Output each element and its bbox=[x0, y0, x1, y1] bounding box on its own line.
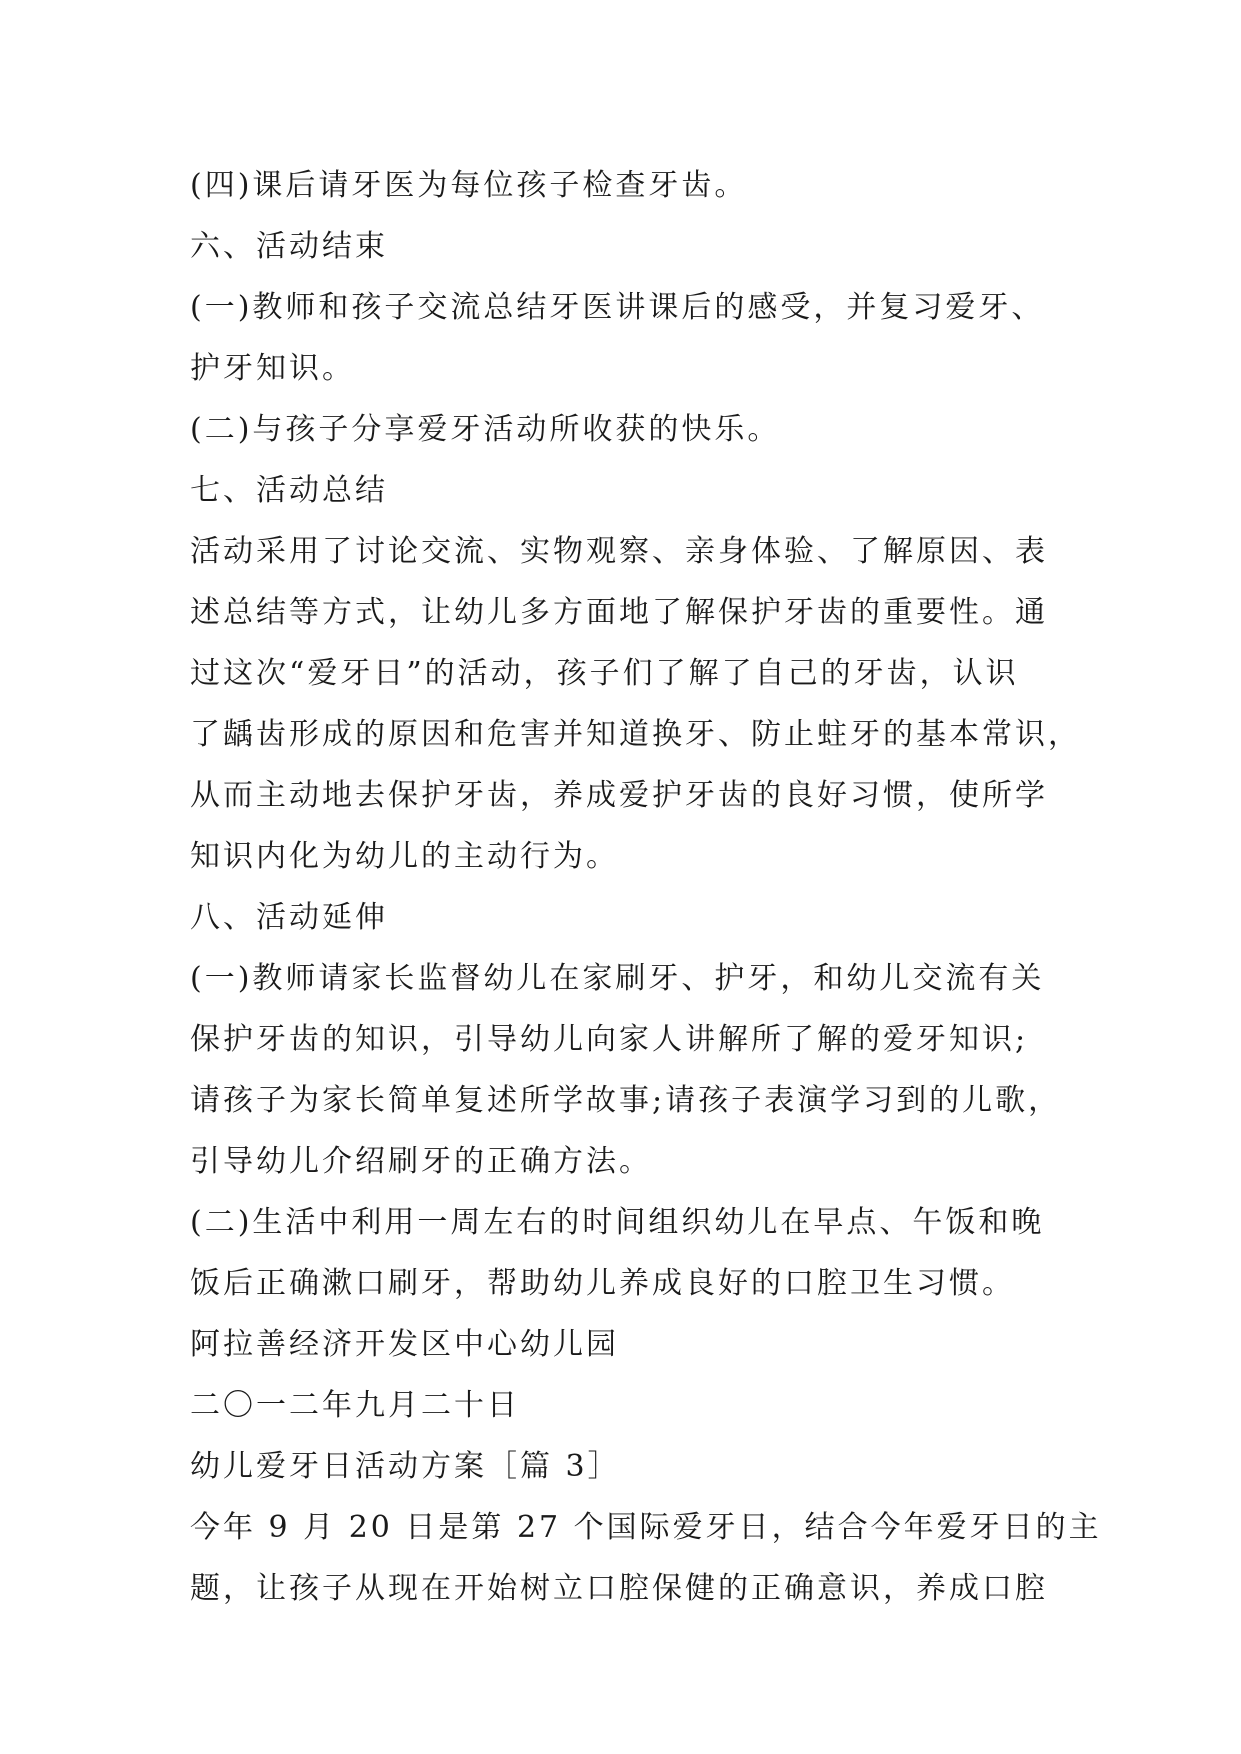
text-line: (一)教师和孩子交流总结牙医讲课后的感受，并复习爱牙、 bbox=[190, 290, 1045, 325]
text-line: 饭后正确漱口刷牙，帮助幼儿养成良好的口腔卫生习惯。 bbox=[190, 1266, 1015, 1301]
text-line: 知识内化为幼儿的主动行为。 bbox=[190, 839, 619, 874]
text-line: 引导幼儿介绍刷牙的正确方法。 bbox=[190, 1144, 652, 1179]
text-line: 了龋齿形成的原因和危害并知道换牙、防止蛀牙的基本常识， bbox=[190, 717, 1081, 752]
text-line: 题，让孩子从现在开始树立口腔保健的正确意识，养成口腔 bbox=[190, 1571, 1048, 1606]
signature-org: 阿拉善经济开发区中心幼儿园 bbox=[190, 1327, 619, 1362]
document-body bbox=[190, 155, 1102, 1619]
text-line: 述总结等方式，让幼儿多方面地了解保护牙齿的重要性。通 bbox=[190, 595, 1048, 630]
section-heading: 六、活动结束 bbox=[190, 229, 388, 264]
document-title: 幼儿爱牙日活动方案［篇 3］ bbox=[190, 1449, 621, 1484]
text-line: (四)课后请牙医为每位孩子检查牙齿。 bbox=[190, 168, 748, 203]
signature-date: 二〇一二年九月二十日 bbox=[190, 1388, 520, 1423]
section-heading: 八、活动延伸 bbox=[190, 900, 388, 935]
text-line: 请孩子为家长简单复述所学故事;请孩子表演学习到的儿歌， bbox=[190, 1083, 1062, 1118]
text-line: 活动采用了讨论交流、实物观察、亲身体验、了解原因、表 bbox=[190, 534, 1048, 569]
text-line: (二)与孩子分享爱牙活动所收获的快乐。 bbox=[190, 412, 781, 447]
text-line: 护牙知识。 bbox=[190, 351, 355, 386]
text-line: 过这次“爱牙日”的活动，孩子们了解了自己的牙齿，认识 bbox=[190, 656, 1019, 691]
section-heading: 七、活动总结 bbox=[190, 473, 388, 508]
text-line: (一)教师请家长监督幼儿在家刷牙、护牙，和幼儿交流有关 bbox=[190, 961, 1045, 996]
text-line: 今年 9 月 20 日是第 27 个国际爱牙日，结合今年爱牙日的主 bbox=[190, 1510, 1102, 1545]
text-line: 从而主动地去保护牙齿，养成爱护牙齿的良好习惯，使所学 bbox=[190, 778, 1048, 813]
text-line: (二)生活中利用一周左右的时间组织幼儿在早点、午饭和晚 bbox=[190, 1205, 1045, 1240]
text-line: 保护牙齿的知识，引导幼儿向家人讲解所了解的爱牙知识; bbox=[190, 1022, 1029, 1057]
